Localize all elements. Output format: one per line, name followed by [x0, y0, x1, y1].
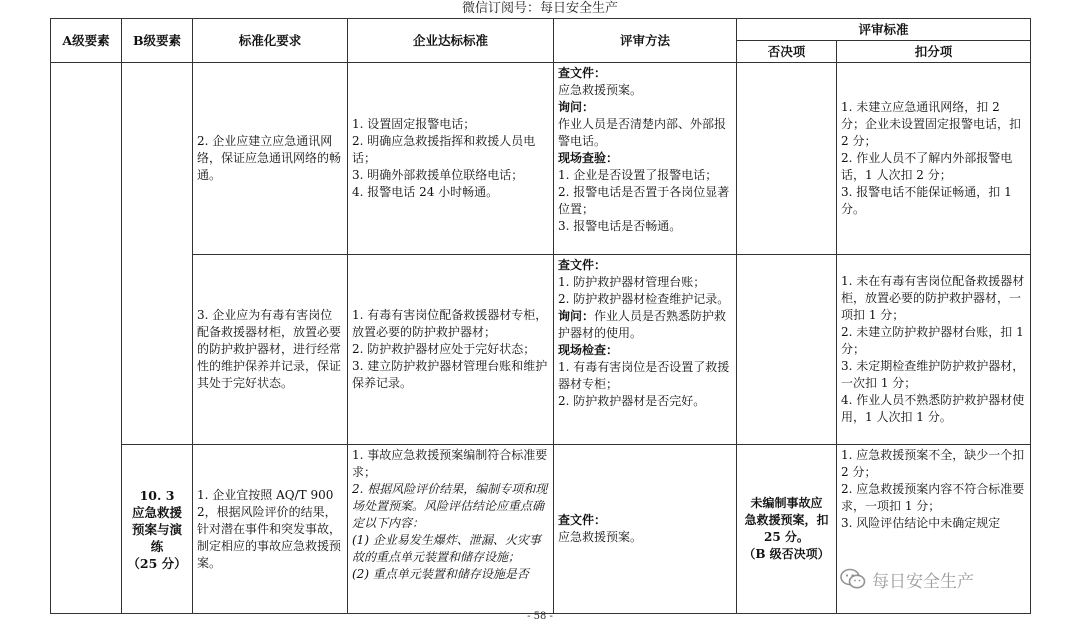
standard-cell: 1. 事故应急救援预案编制符合标准要求； 2. 根据风险评价结果，编制专项和现场处置预案。风险评估结论应重点确定以下内容： (1) 企业易发生爆炸、泄漏、火灾事故的重点单元装置和储存设施； (2) 重点单元装置和储存设施是否	[348, 445, 554, 614]
deduction-cell: 1. 应急救援预案不全，缺少一个扣 2 分； 2. 应急救援预案内容不符合标准要求，一项扣 1 分； 3. 风险评估结论中未确定规定	[837, 445, 1031, 614]
method-cell: 查文件： 应急救援预案。	[554, 445, 737, 614]
b-element-cell	[122, 63, 193, 445]
standard-cell: 1. 设置固定报警电话； 2. 明确应急救援指挥和救援人员电话； 3. 明确外部救援单位联络电话； 4. 报警电话 24 小时畅通。	[348, 63, 554, 255]
requirement-cell: 1. 企业宜按照 AQ/T 9002，根据风险评价的结果，针对潜在事件和突发事故，制定相应的事故应急救援预案。	[193, 445, 348, 614]
requirement-cell: 3. 企业应为有毒有害岗位配备救援器材柜，放置必要的防护救护器材，进行经常性的维护保养并记录，保证其处于完好状态。	[193, 255, 348, 445]
page-number: - 58 -	[527, 611, 553, 622]
veto-cell	[737, 63, 837, 255]
a-element-cell	[51, 63, 122, 614]
col-a-level: A级要素	[51, 19, 122, 63]
col-deduction: 扣分项	[837, 41, 1031, 63]
table-row	[51, 255, 1031, 445]
page-header: 微信订阅号：每日安全生产	[461, 1, 618, 16]
watermark	[840, 566, 974, 592]
col-requirement: 标准化要求	[193, 19, 348, 63]
standard-cell: 1. 有毒有害岗位配备救援器材专柜，放置必要的防护救护器材； 2. 防护救护器材应处于完好状态； 3. 建立防护救护器材管理台账和维护保养记录。	[348, 255, 554, 445]
b-element-cell: 10. 3 应急救援 预案与演 练 （25 分）	[122, 445, 193, 614]
col-criteria: 评审标准	[737, 19, 1031, 41]
wechat-icon	[840, 568, 866, 590]
standard-table	[50, 18, 1031, 614]
method-cell: 查文件： 1. 防护救护器材管理台账； 2. 防护救护器材检查维护记录。 询问：作业人员是否熟悉防护救护器材的使用。 现场检查： 1. 有毒有害岗位是否设置了救援器材专柜； 2. 防护救护器材是否完好。	[554, 255, 737, 445]
watermark-text: 每日安全生产	[872, 571, 974, 592]
col-b-level: B级要素	[122, 19, 193, 63]
col-enterprise-standard: 企业达标标准	[348, 19, 554, 63]
col-veto: 否决项	[737, 41, 837, 63]
deduction-cell: 1. 未在有毒有害岗位配备救援器材柜，放置必要的防护救护器材，一项扣 1 分； 2. 未建立防护救护器材台账，扣 1 分； 3. 未定期检查维护防护救护器材，一次扣 1 分； 4. 作业人员不熟悉防护救护器材使用，1 人次扣 1 分。	[837, 255, 1031, 445]
requirement-cell: 2. 企业应建立应急通讯网络，保证应急通讯网络的畅通。	[193, 63, 348, 255]
method-cell: 查文件： 应急救援预案。 询问： 作业人员是否清楚内部、外部报警电话。 现场查验： 1. 企业是否设置了报警电话； 2. 报警电话是否置于各岗位显著位置； 3. 报警电话是否畅通。	[554, 63, 737, 255]
deduction-cell: 1. 未建立应急通讯网络，扣 2 分；企业未设置固定报警电话，扣 2 分； 2. 作业人员不了解内外部报警电话，1 人次扣 2 分； 3. 报警电话不能保证畅通，扣 1 分。	[837, 63, 1031, 255]
veto-cell: 未编制事故应 急救援预案，扣 25 分。 （B 级否决项）	[737, 445, 837, 614]
table-row	[51, 63, 1031, 255]
col-method: 评审方法	[554, 19, 737, 63]
veto-cell	[737, 255, 837, 445]
